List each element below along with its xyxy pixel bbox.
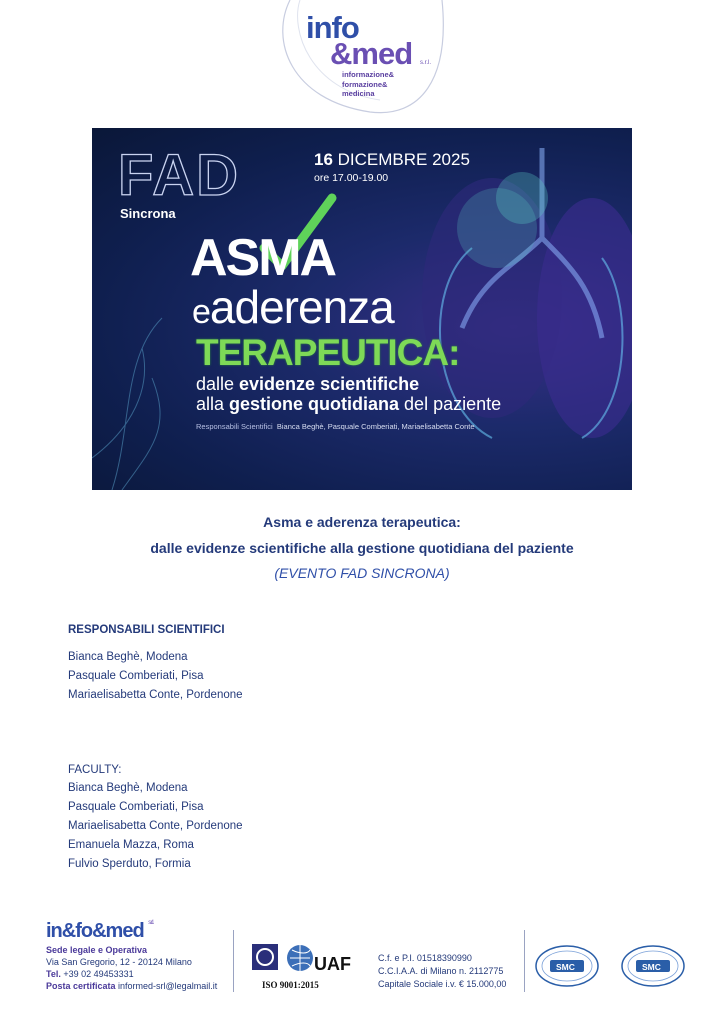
footer-divider [524,930,525,992]
resp-names: Bianca Beghè, Pasquale Comberiati, Mariaelisabetta Conte [276,422,475,431]
title-aderenza: aderenza [209,281,394,333]
sub-emphasis: evidenze scientifiche [239,374,420,394]
document-title-line-2: dalle evidenze scientifiche alla gestione quotidiana del paziente [150,540,574,556]
uaf-mark: UAF [314,954,351,974]
list-item: Fulvio Sperduto, Formia [68,858,191,870]
sub-emphasis: gestione quotidiana [229,394,400,414]
iso-label: ISO 9001:2015 [262,980,319,990]
responsabili-list [68,648,243,705]
banner-asma-title: ASMA [190,229,336,287]
sub-text: alla [196,394,230,414]
list-item: Bianca Beghè, Modena [68,651,188,663]
banner-fad-label: FAD [118,143,240,208]
footer-divider [233,930,234,992]
footer-logo-text: in&fo&med [46,920,144,942]
tagline-line: informazione& [342,70,395,79]
footer-logo-srl: s.r.l. [148,920,154,926]
tagline-line: formazione& [342,79,388,89]
list-item: Mariaelisabetta Conte, Pordenone [68,820,243,832]
banner-date [314,150,470,170]
seal-1-label: SMC [556,962,575,972]
legal-line: C.C.I.A.A. di Milano n. 2112775 [378,966,504,976]
footer-address: Via San Gregorio, 12 - 20124 Milano [46,957,192,967]
list-item: Pasquale Comberiati, Pisa [68,670,204,682]
banner-subtitle-line-2 [196,394,501,415]
footer-contact-block [46,944,217,992]
footer-tel [46,968,217,980]
sub-text: dalle [196,374,240,394]
date-day: 16 [314,150,333,169]
list-item: Emanuela Mazza, Roma [68,839,194,851]
footer-pec [46,980,217,992]
pec-address: informed-srl@legalmail.it [115,981,218,991]
banner-sincrona-label: Sincrona [120,206,176,221]
legal-line: C.f. e P.I. 01518390990 [378,953,472,963]
list-item: Pasquale Comberiati, Pisa [68,801,204,813]
faculty-list [68,779,243,874]
tel-number: +39 02 49453331 [60,969,134,979]
document-title-line-1: Asma e aderenza terapeutica: [263,514,461,530]
date-month-year: DICEMBRE 2025 [332,150,470,169]
list-item: Mariaelisabetta Conte, Pordenone [68,689,243,701]
document-event-type: (EVENTO FAD SINCRONA) [274,565,450,581]
footer-logo [46,920,153,943]
list-item: Bianca Beghè, Modena [68,782,188,794]
footer-sede: Sede legale e Operativa [46,945,148,955]
tagline-line: medicina [342,89,375,98]
event-banner [92,128,632,490]
banner-terapeutica-title: TERAPEUTICA: [196,332,460,373]
logo-srl-text: s.r.l. [420,60,432,66]
pec-label: Posta certificata [46,981,116,991]
seal-2-label: SMC [642,962,661,972]
logo-med-text: &med [330,36,413,71]
infomed-header-logo [260,0,460,118]
banner-responsabili [196,422,475,431]
banner-subtitle-line-1 [196,374,419,395]
resp-label: Responsabili Scientifici [196,422,273,431]
sub-text: del paziente [399,394,502,414]
footer-legal-info [378,952,506,991]
logo-tagline [342,70,394,99]
legal-line: Capitale Sociale i.v. € 15.000,00 [378,979,507,989]
faculty-heading: FACULTY: [68,764,122,776]
banner-time: ore 17.00-19.00 [314,172,389,184]
responsabili-heading: RESPONSABILI SCIENTIFICI [68,624,225,636]
certification-badge-icon [252,944,278,970]
logo-info-text: info [306,10,359,45]
banner-aderenza-title [192,280,394,334]
tel-label: Tel. [46,969,61,979]
title-e: e [192,293,210,331]
